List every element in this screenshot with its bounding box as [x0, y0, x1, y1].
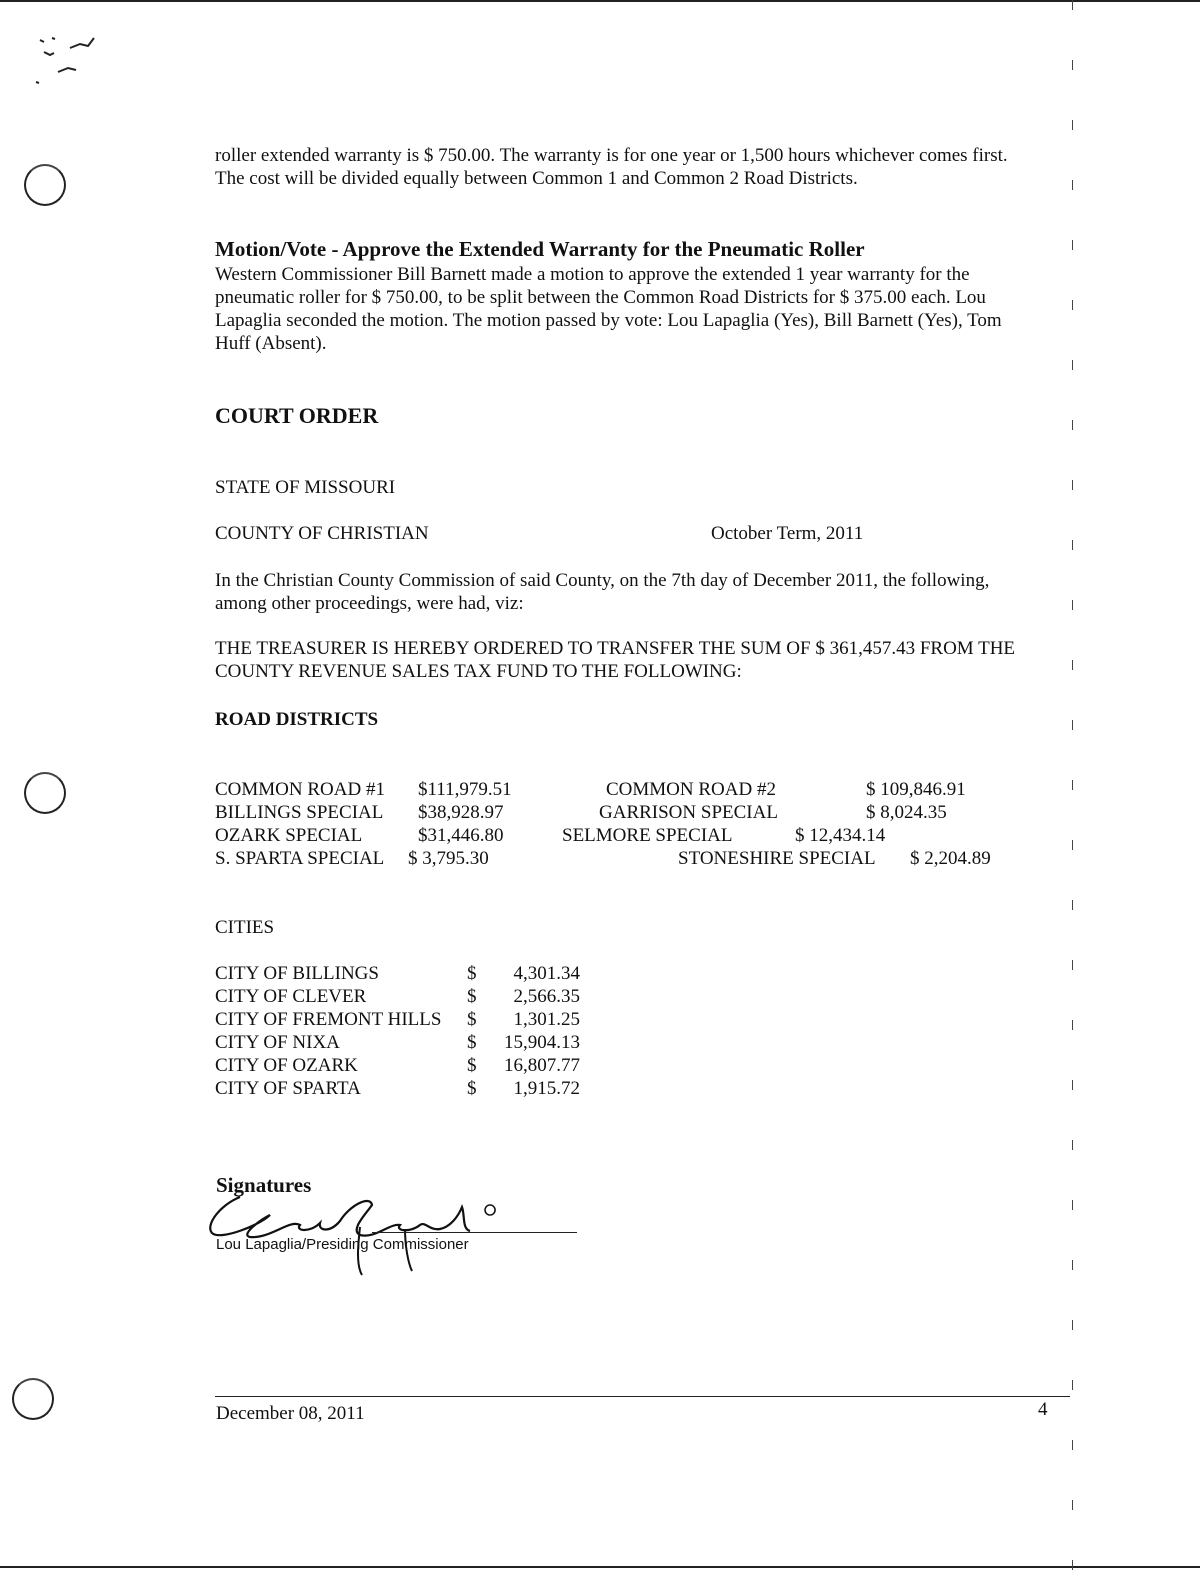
motion-line: Western Commissioner Bill Barnett made a motion to approve the extended 1 year warranty for the [215, 264, 970, 285]
binder-hole-icon [12, 1378, 54, 1420]
road-row-right-amount: $ 8,024.35 [866, 802, 947, 823]
city-name: CITY OF OZARK [215, 1055, 358, 1076]
proceedings-paragraph [215, 569, 989, 615]
road-row-left-name: S. SPARTA SPECIAL [215, 848, 385, 869]
road-row-left-name: BILLINGS SPECIAL [215, 802, 384, 823]
court-order-heading: COURT ORDER [215, 403, 379, 428]
scan-bottom-edge [0, 1566, 1200, 1568]
scan-top-edge [0, 0, 1200, 2]
state-line: STATE OF MISSOURI [215, 477, 396, 498]
proceedings-line: among other proceedings, were had, viz: [215, 593, 524, 614]
motion-paragraph [215, 263, 1002, 355]
city-dollar: $ [467, 963, 477, 984]
road-row-left-name: COMMON ROAD #1 [215, 779, 385, 800]
motion-heading: Motion/Vote - Approve the Extended Warranty for the Pneumatic Roller [215, 237, 865, 261]
county-line: COUNTY OF CHRISTIAN [215, 523, 429, 544]
signature-line [372, 1232, 577, 1233]
intro-line: The cost will be divided equally between Common 1 and Common 2 Road Districts. [215, 168, 858, 189]
cities-heading: CITIES [215, 917, 275, 938]
scan-right-edge [1072, 0, 1073, 1574]
footer-date: December 08, 2011 [216, 1403, 365, 1424]
order-line: THE TREASURER IS HEREBY ORDERED TO TRANSFER THE SUM OF $ 361,457.43 FROM THE [215, 638, 1016, 659]
road-row-left-amount: $ 3,795.30 [408, 848, 489, 869]
city-dollar: $ [467, 1009, 477, 1030]
signer-name: Lou Lapaglia/Presiding Commissioner [216, 1236, 469, 1253]
footer-rule [215, 1396, 1070, 1397]
road-row-right-name: GARRISON SPECIAL [599, 802, 778, 823]
road-row-right-name: STONESHIRE SPECIAL [678, 848, 876, 869]
city-amount: 16,807.77 [504, 1055, 580, 1076]
scan-specks-icon [30, 30, 130, 90]
road-row-left-amount: $31,446.80 [418, 825, 504, 846]
city-amount: 4,301.34 [513, 963, 580, 984]
road-districts-heading: ROAD DISTRICTS [215, 709, 379, 730]
intro-paragraph [215, 144, 1008, 190]
city-dollar: $ [467, 986, 477, 1007]
city-amount: 2,566.35 [513, 986, 580, 1007]
page-number: 4 [1038, 1399, 1048, 1420]
road-row-left-amount: $111,979.51 [418, 779, 512, 800]
order-line: COUNTY REVENUE SALES TAX FUND TO THE FOLLOWING: [215, 661, 742, 682]
motion-line: Huff (Absent). [215, 333, 327, 354]
city-amount: 1,915.72 [513, 1078, 580, 1099]
motion-line: pneumatic roller for $ 750.00, to be split between the Common Road Districts for $ 375.00 each. Lou [215, 287, 986, 308]
city-name: CITY OF CLEVER [215, 986, 367, 1007]
city-amount: 1,301.25 [513, 1009, 580, 1030]
city-amount: 15,904.13 [504, 1032, 580, 1053]
road-row-right-amount: $ 109,846.91 [866, 779, 966, 800]
road-row-right-name: SELMORE SPECIAL [562, 825, 733, 846]
road-row-left-name: OZARK SPECIAL [215, 825, 363, 846]
signatures-heading: Signatures [216, 1173, 312, 1197]
term-line: October Term, 2011 [711, 523, 864, 544]
city-dollar: $ [467, 1055, 477, 1076]
city-name: CITY OF BILLINGS [215, 963, 379, 984]
road-row-left-amount: $38,928.97 [418, 802, 504, 823]
city-dollar: $ [467, 1078, 477, 1099]
road-row-right-amount: $ 12,434.14 [795, 825, 886, 846]
intro-line: roller extended warranty is $ 750.00. The warranty is for one year or 1,500 hours whichever comes first. [215, 145, 1008, 166]
motion-line: Lapaglia seconded the motion. The motion passed by vote: Lou Lapaglia (Yes), Bill Barnett (Yes), Tom [215, 310, 1002, 331]
road-row-right-amount: $ 2,204.89 [910, 848, 991, 869]
proceedings-line: In the Christian County Commission of said County, on the 7th day of December 2011, the following, [215, 570, 990, 591]
binder-hole-icon [24, 164, 66, 206]
road-row-right-name: COMMON ROAD #2 [606, 779, 776, 800]
city-name: CITY OF NIXA [215, 1032, 340, 1053]
city-dollar: $ [467, 1032, 477, 1053]
binder-hole-icon [24, 772, 66, 814]
city-name: CITY OF SPARTA [215, 1078, 361, 1099]
city-name: CITY OF FREMONT HILLS [215, 1009, 442, 1030]
order-paragraph [215, 637, 1015, 683]
